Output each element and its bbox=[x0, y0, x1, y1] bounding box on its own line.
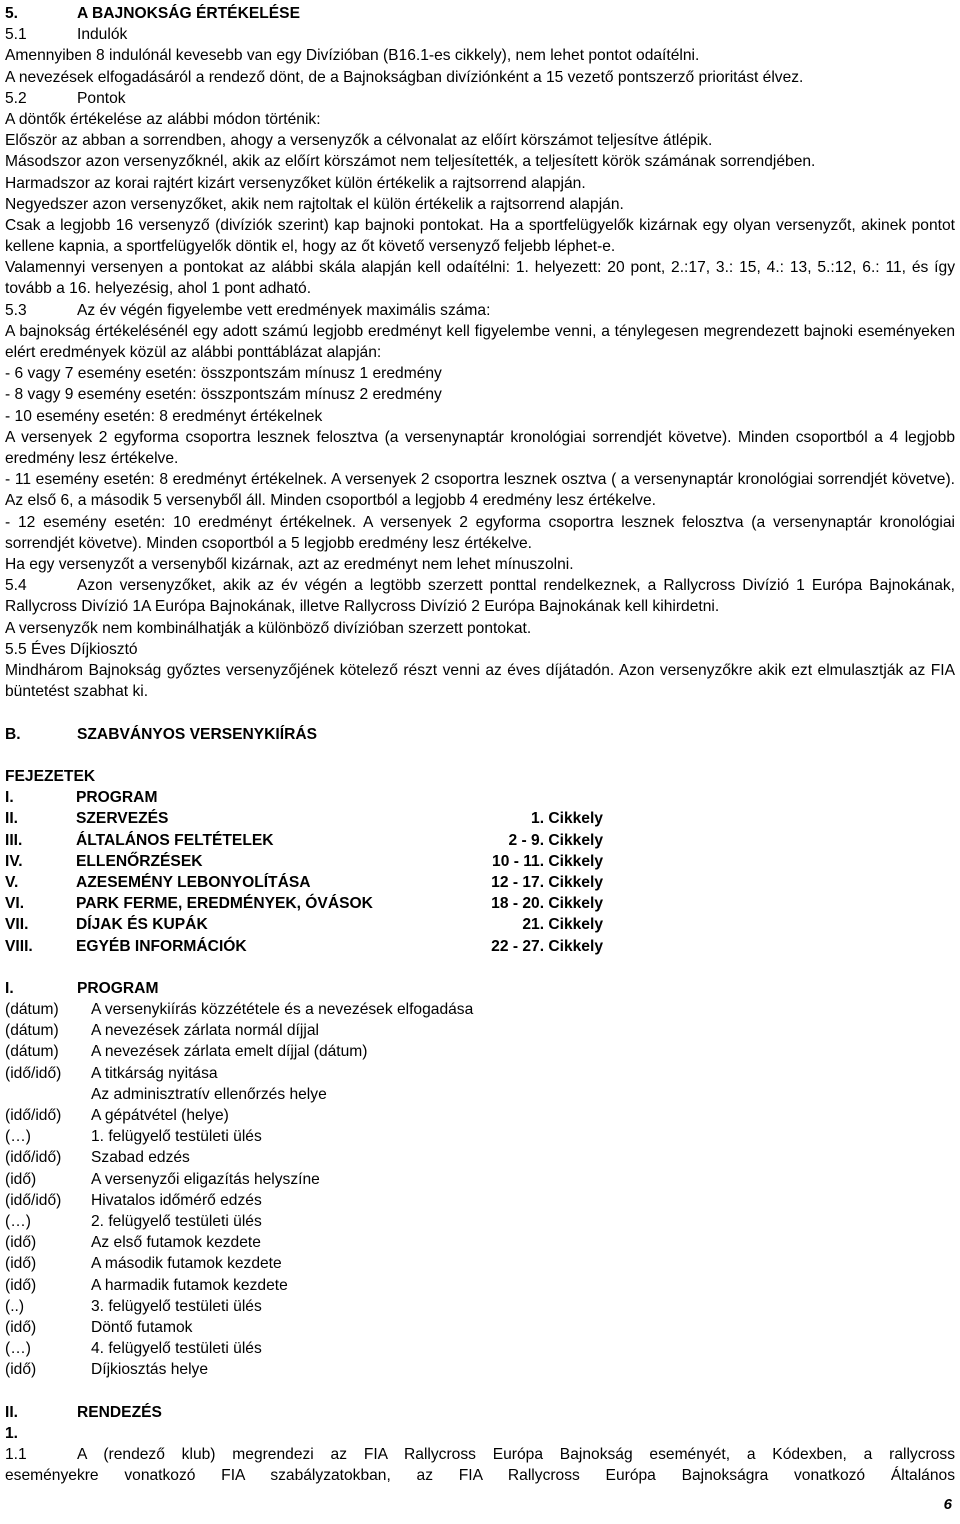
toc-chapter-number: VIII. bbox=[5, 937, 33, 955]
paragraph: Először az abban a sorrendben, ahogy a versenyzők a célvonalat az előírt körszámot teljesítve átlépik. bbox=[5, 132, 713, 150]
toc-chapter-title: EGYÉB INFORMÁCIÓK bbox=[76, 937, 247, 955]
toc-heading: FEJEZETEK bbox=[5, 768, 96, 785]
schedule-event: Szabad edzés bbox=[91, 1149, 190, 1167]
schedule-time: (idő) bbox=[5, 1255, 37, 1273]
toc-chapter-title: DÍJAK ÉS KUPÁK bbox=[76, 916, 208, 934]
schedule-time: (idő/idő) bbox=[5, 1149, 62, 1167]
toc-chapter-title: AZESEMÉNY LEBONYOLÍTÁSA bbox=[76, 873, 311, 891]
schedule-event: A versenyzői eligazítás helyszíne bbox=[91, 1170, 320, 1188]
schedule-row bbox=[5, 999, 955, 1020]
list-item: - 10 esemény esetén: 8 eredményt értékelnek bbox=[5, 407, 323, 425]
paragraph: Negyedszer azon versenyzőket, akik nem rajtoltak el külön értékelik a rajtsorrend alapján. bbox=[5, 195, 624, 213]
section-5-heading: 5. A BAJNOKSÁG ÉRTÉKELÉSE bbox=[5, 5, 300, 22]
schedule-time: (idő) bbox=[5, 1234, 37, 1252]
schedule-time: (…) bbox=[5, 1340, 31, 1358]
table-of-contents bbox=[5, 787, 955, 957]
toc-chapter-number: V. bbox=[5, 873, 19, 891]
schedule-event: 2. felügyelő testületi ülés bbox=[91, 1212, 262, 1230]
schedule-event: Az adminisztratív ellenőrzés helye bbox=[91, 1085, 327, 1103]
toc-chapter-number: IV. bbox=[5, 852, 23, 870]
paragraph: Másodszor azon versenyzőknél, akik az előírt körszámot nem teljesítették, a teljesített körök számának sorrendjében. bbox=[5, 153, 816, 171]
schedule-event: A második futamok kezdete bbox=[91, 1255, 282, 1273]
paragraph: A bajnokság értékelésénél egy adott számú legjobb eredményt kell figyelembe venni, a ténylegesen megrendezett bajnoki eseményeken elért eredmények közül az alábbi ponttáblázat alapján: bbox=[5, 322, 955, 362]
toc-article-range: 12 - 17. Cikkely bbox=[491, 873, 603, 891]
section-5-5-heading: 5.5 Éves Díjkiosztó bbox=[5, 640, 138, 658]
toc-row bbox=[5, 914, 955, 935]
toc-article-range: 10 - 11. Cikkely bbox=[492, 852, 603, 870]
toc-article-range: 2 - 9. Cikkely bbox=[508, 831, 603, 849]
toc-article-range: 21. Cikkely bbox=[522, 916, 603, 934]
paragraph: A versenyek 2 egyforma csoportra lesznek felosztva (a versenynaptár kronológiai sorrendjét követve). Minden csoportból a 4 legjobb eredmény lesz értékelve. bbox=[5, 428, 955, 468]
program-heading: I. PROGRAM bbox=[5, 979, 159, 997]
schedule-event: A versenykiírás közzététele és a nevezések elfogadása bbox=[91, 1001, 474, 1019]
toc-chapter-number: I. bbox=[5, 789, 14, 807]
section-5-4-number: 5.4 bbox=[5, 577, 27, 595]
schedule-time: (idő/idő) bbox=[5, 1107, 62, 1124]
section-b-heading: B. SZABVÁNYOS VERSENYKIÍRÁS bbox=[5, 725, 318, 743]
schedule-event: Díjkiosztás helye bbox=[91, 1361, 208, 1379]
schedule-time: (dátum) bbox=[5, 1043, 59, 1061]
paragraph: - 12 esemény esetén: 10 eredményt értékelnek. A versenyek 2 egyforma csoportra lesznek felosztva (a versenynaptár kronológiai sorrendjét követve). Minden csoportból a 5 legjobb eredmény lesz értékelve. bbox=[5, 513, 955, 552]
paragraph: - 11 esemény esetén: 8 eredményt értékelnek. A versenyek 2 csoportra lesznek osztva ( a versenynaptár kronológiai sorrendjét követve). Az első 6, a második 5 versenyből áll. Minden csoportból a legjobb 4 eredmény lesz értékelve. bbox=[5, 471, 955, 510]
paragraph: Amennyiben 8 indulónál kevesebb van egy Divízióban (B16.1-es cikkely), nem lehet pontot odaítélni. bbox=[5, 47, 700, 65]
schedule-event: 4. felügyelő testületi ülés bbox=[91, 1340, 262, 1358]
schedule-event: A titkárság nyitása bbox=[91, 1064, 218, 1082]
toc-row bbox=[5, 936, 955, 957]
paragraph: 1.1 A (rendező klub) megrendezi az FIA Rallycross Európa Bajnokság eseményét, a Kódexben, a rallycross bbox=[5, 1444, 955, 1465]
schedule-row bbox=[5, 1020, 955, 1041]
toc-chapter-number: III. bbox=[5, 831, 23, 849]
page-number: 6 bbox=[943, 1496, 952, 1513]
section-5-1-heading: 5.1 Indulók bbox=[5, 26, 128, 44]
toc-article-range: 22 - 27. Cikkely bbox=[491, 937, 603, 955]
schedule-row bbox=[5, 1105, 955, 1126]
toc-article-range: 1. Cikkely bbox=[531, 810, 603, 828]
schedule-row bbox=[5, 1063, 955, 1084]
schedule-row bbox=[5, 1359, 955, 1380]
toc-chapter-title: SZERVEZÉS bbox=[76, 810, 169, 828]
toc-chapter-title: ELLENŐRZÉSEK bbox=[76, 852, 203, 870]
section-5-2-heading: 5.2 Pontok bbox=[5, 89, 126, 107]
schedule-row bbox=[5, 1296, 955, 1317]
paragraph: eseményekre vonatkozó FIA szabályzatokban, az FIA Rallycross Európa Bajnokságra vonatkozó Általános bbox=[5, 1467, 955, 1485]
paragraph: A versenyzők nem kombinálhatják a különböző divízióban szerzett pontokat. bbox=[5, 619, 532, 637]
schedule-row bbox=[5, 1169, 955, 1190]
toc-row bbox=[5, 851, 955, 872]
toc-row bbox=[5, 872, 955, 893]
toc-row bbox=[5, 830, 955, 851]
document-page bbox=[5, 3, 955, 1486]
toc-chapter-number: II. bbox=[5, 810, 18, 828]
schedule-time: (idő) bbox=[5, 1318, 37, 1336]
paragraph: Ha egy versenyzőt a versenyből kizárnak, azt az eredményt nem lehet mínuszolni. bbox=[5, 556, 574, 574]
schedule-row bbox=[5, 1232, 955, 1253]
toc-chapter-number: VI. bbox=[5, 895, 25, 913]
schedule-time: (idő/idő) bbox=[5, 1191, 62, 1209]
schedule-row bbox=[5, 1253, 955, 1274]
toc-chapter-number: VII. bbox=[5, 916, 29, 934]
schedule-event: Hivatalos időmérő edzés bbox=[91, 1191, 262, 1209]
list-item: - 6 vagy 7 esemény esetén: összpontszám mínusz 1 eredmény bbox=[5, 365, 442, 383]
schedule-event: 1. felügyelő testületi ülés bbox=[91, 1128, 262, 1146]
toc-row bbox=[5, 808, 955, 829]
schedule-event: A harmadik futamok kezdete bbox=[91, 1276, 288, 1294]
schedule-event: 3. felügyelő testületi ülés bbox=[91, 1297, 262, 1315]
schedule-time: (dátum) bbox=[5, 1001, 59, 1019]
program-schedule bbox=[5, 999, 955, 1380]
schedule-time: (…) bbox=[5, 1212, 31, 1230]
schedule-event: Az első futamok kezdete bbox=[91, 1234, 261, 1252]
toc-row bbox=[5, 787, 955, 808]
schedule-row bbox=[5, 1317, 955, 1338]
paragraph: Harmadszor az korai rajtért kizárt versenyzőket külön értékelik a rajtsorrend alapján. bbox=[5, 174, 586, 192]
section-5-3-heading: 5.3 Az év végén figyelembe vett eredmények maximális száma: bbox=[5, 301, 491, 319]
schedule-time: (dátum) bbox=[5, 1022, 59, 1040]
schedule-row bbox=[5, 1147, 955, 1168]
schedule-row bbox=[5, 1041, 955, 1062]
schedule-time: (idő) bbox=[5, 1170, 37, 1188]
schedule-event: Döntő futamok bbox=[91, 1318, 193, 1336]
list-item: - 8 vagy 9 esemény esetén: összpontszám mínusz 2 eredmény bbox=[5, 386, 442, 404]
schedule-row bbox=[5, 1084, 955, 1105]
schedule-event: A nevezések zárlata normál díjjal bbox=[91, 1022, 319, 1040]
schedule-time: (idő/idő) bbox=[5, 1064, 62, 1082]
rendezes-heading: II. RENDEZÉS bbox=[5, 1403, 162, 1421]
schedule-row bbox=[5, 1190, 955, 1211]
paragraph: Csak a legjobb 16 versenyző (divíziók szerint) kap bajnoki pontokat. Ha a sportfelügyelők kizárnak egy olyan versenyzőt, akinek pontot kellene kapnia, a sportfelügyelők döntik el, hogy az őt követő versenyző feljebb léphet-e. bbox=[5, 216, 955, 256]
paragraph: Mindhárom Bajnokság győztes versenyzőjének kötelező részt venni az éves díjátadón. Azon versenyzőkre akik ezt elmulasztják az FIA büntetést szabhat ki. bbox=[5, 662, 955, 701]
article-1-1-number: 1.1 bbox=[5, 1446, 27, 1463]
schedule-row bbox=[5, 1211, 955, 1232]
paragraph: A nevezések elfogadásáról a rendező dönt, de a Bajnokságban divíziónként a 15 vezető pontszerző prioritást élvez. bbox=[5, 68, 804, 86]
paragraph: A döntők értékelése az alábbi módon történik: bbox=[5, 110, 321, 128]
schedule-row bbox=[5, 1275, 955, 1296]
paragraph: Valamennyi versenyen a pontokat az alábbi skála alapján kell odaítélni: 1. helyezett: 20 pont, 2.:17, 3.: 15, 4.: 13, 5.:12, 6.: 11, és így tovább a 16. helyezésig, ahol 1 pont adható. bbox=[5, 259, 955, 298]
schedule-row bbox=[5, 1338, 955, 1359]
schedule-time: (idő) bbox=[5, 1276, 37, 1294]
toc-chapter-title: PARK FERME, EREDMÉNYEK, ÓVÁSOK bbox=[76, 895, 373, 913]
schedule-time: (…) bbox=[5, 1128, 31, 1146]
schedule-event: A gépátvétel (helye) bbox=[91, 1107, 229, 1124]
schedule-row bbox=[5, 1126, 955, 1147]
schedule-event: A nevezések zárlata emelt díjjal (dátum) bbox=[91, 1043, 368, 1061]
toc-chapter-title: ÁLTALÁNOS FELTÉTELEK bbox=[76, 831, 274, 849]
toc-article-range: 18 - 20. Cikkely bbox=[491, 895, 603, 913]
toc-chapter-title: PROGRAM bbox=[76, 789, 158, 807]
article-1-heading: 1. bbox=[5, 1424, 19, 1442]
toc-row bbox=[5, 893, 955, 914]
schedule-time: (..) bbox=[5, 1297, 25, 1315]
paragraph: 5.4 Azon versenyzőket, akik az év végén a legtöbb szerzett ponttal rendelkeznek, a Rallycross Divízió 1 Európa Bajnokának, Rallycross Divízió 1A Európa Bajnokának, illetve Rallycross Divízió 2 Európa Bajnokának kell kihirdetni. bbox=[5, 577, 955, 616]
schedule-time: (idő) bbox=[5, 1361, 37, 1379]
